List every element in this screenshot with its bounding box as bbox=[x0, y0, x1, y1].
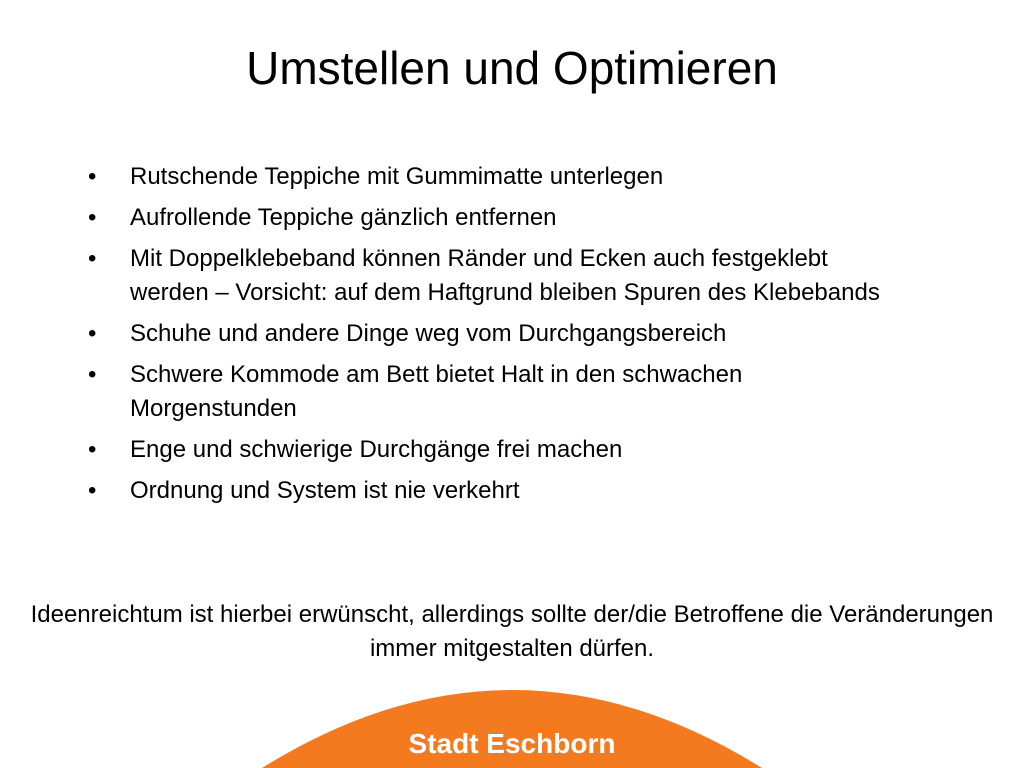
bullet-marker-icon: • bbox=[88, 320, 97, 347]
bullet-marker-icon: • bbox=[88, 477, 97, 504]
footer-label: Stadt Eschborn bbox=[408, 728, 616, 759]
bullet-text: Mit Doppelklebeband können Ränder und Ecken auch festgeklebt werden – Vorsicht: auf dem Haftgrund bleiben Spuren des Klebebands bbox=[130, 245, 880, 306]
bullet-marker-icon: • bbox=[88, 361, 97, 388]
bullet-item bbox=[88, 433, 888, 467]
bullet-item bbox=[88, 201, 888, 235]
bullet-item bbox=[88, 317, 888, 351]
bullet-text: Schuhe und andere Dinge weg vom Durchgangsbereich bbox=[130, 320, 727, 347]
slide-title: Umstellen und Optimieren bbox=[246, 42, 778, 94]
bullet-marker-icon: • bbox=[88, 245, 97, 272]
bullet-item bbox=[88, 160, 888, 194]
bullet-text: Aufrollende Teppiche gänzlich entfernen bbox=[130, 204, 557, 231]
bullet-marker-icon: • bbox=[88, 204, 97, 231]
bullet-list bbox=[88, 160, 888, 515]
bullet-item bbox=[88, 242, 888, 310]
bullet-text: Ordnung und System ist nie verkehrt bbox=[130, 477, 520, 504]
bullet-item bbox=[88, 474, 888, 508]
bullet-text: Rutschende Teppiche mit Gummimatte unterlegen bbox=[130, 163, 664, 190]
bullet-marker-icon: • bbox=[88, 163, 97, 190]
bullet-item bbox=[88, 358, 888, 426]
bullet-text: Schwere Kommode am Bett bietet Halt in den schwachen Morgenstunden bbox=[130, 361, 743, 422]
bullet-text: Enge und schwierige Durchgänge frei machen bbox=[130, 436, 623, 463]
closing-note: Ideenreichtum ist hierbei erwünscht, allerdings sollte der/die Betroffene die Veränderungen immer mitgestalten dürfen. bbox=[30, 601, 994, 662]
bullet-marker-icon: • bbox=[88, 436, 97, 463]
